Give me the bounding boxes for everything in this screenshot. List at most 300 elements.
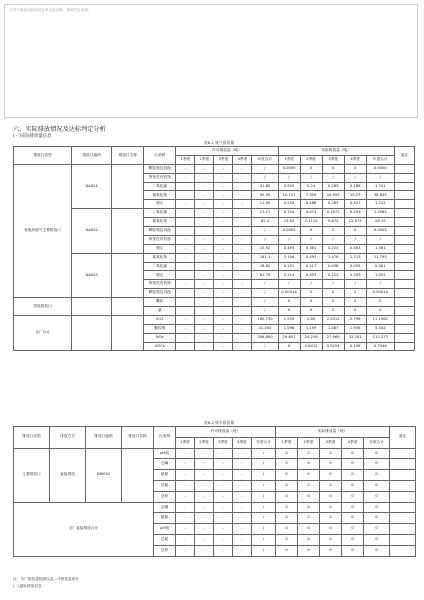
value-cell: 2.106 (278, 253, 300, 262)
value-cell: - (214, 502, 233, 513)
pollutant-cell: 二氧化硫 (144, 209, 176, 218)
remark-cell (394, 182, 414, 191)
value-cell: - (195, 459, 214, 470)
value-cell: 356.800 (252, 333, 278, 342)
pollutant-cell: 氨氮 (154, 470, 176, 481)
value-cell: - (233, 545, 252, 556)
value-cell: 0 (320, 513, 342, 524)
value-cell: 1.939 (278, 315, 300, 324)
th-annual: 年度合计 (252, 155, 278, 164)
remark-cell (394, 164, 414, 173)
value-cell: - (195, 244, 214, 253)
pollutant-cell: 颗粒物及其他 (144, 227, 176, 236)
value-cell: - (214, 491, 233, 502)
value-cell: - (176, 200, 195, 209)
value-cell: / (252, 164, 278, 173)
pollutant-cell: 总磷 (154, 459, 176, 470)
th-outlet-type: 排放口类型 (14, 427, 50, 449)
value-cell: - (214, 235, 233, 244)
value-cell: 0 (298, 513, 320, 524)
pollutant-cell: 烟尘 (144, 271, 176, 280)
value-cell: - (176, 191, 195, 200)
value-cell: - (214, 448, 233, 459)
value-cell: 0.00014 (278, 289, 300, 298)
value-cell: 0 (298, 459, 320, 470)
value-cell: 0 (298, 491, 320, 502)
th-remark: 备注 (390, 427, 416, 449)
remark-cell (390, 524, 416, 535)
value-cell: - (214, 459, 233, 470)
remark-cell (390, 491, 416, 502)
value-cell: - (176, 164, 195, 173)
value-cell: / (252, 342, 278, 351)
value-cell: - (176, 209, 195, 218)
value-cell: - (233, 502, 252, 513)
value-cell: - (195, 200, 214, 209)
value-cell: 0 (364, 513, 390, 524)
value-cell: - (233, 307, 252, 316)
pollutant-cell: 挥发性有机物 (144, 235, 176, 244)
value-cell: / (322, 173, 344, 182)
value-cell: - (176, 182, 195, 191)
value-cell: - (195, 271, 214, 280)
remark-cell (394, 342, 414, 351)
remark-cell (394, 173, 414, 182)
value-cell: 1.487 (322, 324, 344, 333)
value-cell: - (176, 459, 195, 470)
value-cell: 0 (342, 513, 364, 524)
table-row (14, 315, 415, 324)
value-cell: 0 (322, 227, 344, 236)
value-cell: - (195, 227, 214, 236)
value-cell: 0 (342, 459, 364, 470)
th-method: 排放方式 (50, 427, 86, 449)
value-cell: / (366, 235, 394, 244)
remark-cell (394, 262, 414, 271)
value-cell: 0.285 (322, 182, 344, 191)
value-cell: 0.074 (300, 209, 322, 218)
value-cell: 0 (298, 480, 320, 491)
value-cell: 0 (276, 524, 298, 535)
value-cell: 0 (320, 480, 342, 491)
value-cell: 92.50 (252, 191, 278, 200)
value-cell: 0.561 (366, 262, 394, 271)
value-cell: 0.7946 (366, 342, 394, 351)
value-cell: 0.00014 (366, 289, 394, 298)
value-cell: / (278, 235, 300, 244)
value-cell: - (214, 182, 233, 191)
value-cell: 0.463 (344, 244, 366, 253)
value-cell: - (214, 524, 233, 535)
outlet-code-cell: DA002 (72, 209, 112, 253)
th-outlet-code: 排放口编码 (72, 147, 112, 165)
value-cell: 10.555 (322, 191, 344, 200)
value-cell: - (195, 173, 214, 182)
value-cell: 0 (278, 307, 300, 316)
remark-cell (390, 502, 416, 513)
value-cell: / (252, 235, 278, 244)
value-cell: 0 (342, 448, 364, 459)
value-cell: 0.251 (278, 262, 300, 271)
value-cell: 0 (364, 470, 390, 481)
value-cell: 0 (276, 513, 298, 524)
section-subtitle: (一)实际排放量信息 (13, 134, 52, 139)
pollutant-cell: 总锌 (154, 545, 176, 556)
value-cell: 0 (276, 491, 298, 502)
value-cell: - (176, 470, 195, 481)
pollutant-cell: 颗粒 (144, 298, 176, 307)
value-cell: - (214, 191, 233, 200)
value-cell: - (195, 298, 214, 307)
value-cell: - (195, 448, 214, 459)
value-cell: - (195, 235, 214, 244)
value-cell: 0 (342, 502, 364, 513)
value-cell: 0.381 (300, 244, 322, 253)
top-box-note: 公司下载备品原始凭证单记录台账，原始凭证表格。 (9, 8, 92, 12)
pollutant-cell: 氮氧化物 (144, 253, 176, 262)
value-cell: 5.442 (366, 324, 394, 333)
remark-cell (390, 459, 416, 470)
remark-cell (394, 191, 414, 200)
value-cell: 0 (320, 459, 342, 470)
value-cell: - (176, 491, 195, 502)
value-cell: 0 (366, 307, 394, 316)
value-cell: - (214, 298, 233, 307)
value-cell: 11.95 (252, 200, 278, 209)
value-cell: - (176, 271, 195, 280)
value-cell: 0 (300, 164, 322, 173)
value-cell: 0 (298, 448, 320, 459)
value-cell: 0 (320, 534, 342, 545)
value-cell: 0 (342, 545, 364, 556)
value-cell: - (233, 209, 252, 218)
table-row (14, 164, 415, 173)
value-cell: - (214, 333, 233, 342)
outlet-name-cell (112, 298, 144, 316)
value-cell: 0.0000 (278, 164, 300, 173)
th-q1: 1季度 (278, 155, 300, 164)
value-cell: 0.929 (278, 182, 300, 191)
value-cell: 0.0005 (366, 227, 394, 236)
pollutant-cell: NOx (144, 333, 176, 342)
value-cell: 0 (364, 502, 390, 513)
value-cell: 0 (342, 491, 364, 502)
value-cell: 0 (298, 545, 320, 556)
remark-cell (394, 280, 414, 289)
th-outlet-code: 排放口编码 (86, 427, 122, 449)
value-cell: - (214, 271, 233, 280)
value-cell: - (195, 491, 214, 502)
pollutant-cell: 二氧化硫 (144, 182, 176, 191)
table-row (14, 209, 415, 218)
value-cell: - (233, 191, 252, 200)
footnote-2: (二)超标排放信息 (13, 584, 42, 588)
pollutant-cell: pH值 (154, 448, 176, 459)
remark-cell (390, 534, 416, 545)
value-cell: - (176, 545, 195, 556)
th-q2: 2季度 (195, 437, 214, 448)
value-cell: 0 (322, 164, 344, 173)
remark-cell (394, 235, 414, 244)
value-cell: 0.224 (322, 244, 344, 253)
value-cell: / (252, 448, 276, 459)
value-cell: - (195, 342, 214, 351)
value-cell: / (322, 280, 344, 289)
value-cell: 0.493 (278, 244, 300, 253)
value-cell: - (233, 448, 252, 459)
outlet-name-cell (112, 315, 144, 351)
value-cell: - (233, 333, 252, 342)
value-cell: 0 (320, 448, 342, 459)
value-cell: 7.309 (300, 191, 322, 200)
th-q4: 4季度 (233, 155, 252, 164)
value-cell: 20.256 (300, 333, 322, 342)
value-cell: 0 (364, 448, 390, 459)
value-cell: 0.407 (344, 200, 366, 209)
value-cell: 41.85 (252, 182, 278, 191)
value-cell: - (195, 218, 214, 227)
pollutant-cell: 颗粒物及其他 (144, 164, 176, 173)
value-cell: / (344, 280, 366, 289)
value-cell: 0 (364, 545, 390, 556)
value-cell: 0 (322, 307, 344, 316)
value-cell: - (233, 200, 252, 209)
outlet-type-cell: 全厂合计 (14, 315, 72, 351)
value-cell: 0 (342, 524, 364, 535)
value-cell: 0 (342, 534, 364, 545)
outlet-name-cell (122, 448, 154, 502)
value-cell: 0 (320, 545, 342, 556)
value-cell: 0.24 (300, 182, 322, 191)
value-cell: 0 (300, 298, 322, 307)
outlet-type-cell: 有组织废气主要排放口 (14, 164, 72, 297)
remark-cell (394, 218, 414, 227)
value-cell: - (214, 262, 233, 271)
pollutant-cell: 总磷 (154, 502, 176, 513)
value-cell: 0 (344, 298, 366, 307)
value-cell: - (233, 534, 252, 545)
value-cell: 1.561 (366, 244, 394, 253)
value-cell: - (233, 173, 252, 182)
remark-cell (390, 545, 416, 556)
value-cell: 1.052 (366, 271, 394, 280)
value-cell: - (195, 480, 214, 491)
value-cell: 0 (298, 502, 320, 513)
value-cell: - (176, 502, 195, 513)
th-remark: 备注 (394, 147, 414, 165)
value-cell: 0 (344, 164, 366, 173)
value-cell: / (252, 491, 276, 502)
value-cell: 0.122 (322, 271, 344, 280)
value-cell: - (176, 315, 195, 324)
value-cell: - (233, 235, 252, 244)
remark-cell (394, 298, 414, 307)
value-cell: / (366, 173, 394, 182)
value-cell: 0 (276, 480, 298, 491)
value-cell: 2.85 (300, 315, 322, 324)
remark-cell (390, 470, 416, 481)
remark-cell (394, 200, 414, 209)
value-cell: 18.82 (252, 262, 278, 271)
value-cell: - (176, 342, 195, 351)
pollutant-cell: 烟尘 (144, 244, 176, 253)
value-cell: 15.63 (278, 218, 300, 227)
value-cell: - (214, 342, 233, 351)
pollutant-cell: 氮氧化物 (144, 191, 176, 200)
value-cell: 0 (344, 307, 366, 316)
value-cell: - (176, 173, 195, 182)
remark-cell (394, 253, 414, 262)
value-cell: - (233, 298, 252, 307)
pollutant-cell: 氨 (144, 307, 176, 316)
value-cell: - (195, 289, 214, 298)
value-cell: - (195, 182, 214, 191)
value-cell: - (214, 513, 233, 524)
value-cell: - (214, 280, 233, 289)
value-cell: - (233, 480, 252, 491)
value-cell: - (176, 333, 195, 342)
value-cell: - (214, 534, 233, 545)
value-cell: / (252, 289, 278, 298)
th-permitted: 许可排放量（吨） (176, 147, 278, 156)
value-cell: / (344, 173, 366, 182)
value-cell: 0 (320, 470, 342, 481)
value-cell: - (233, 253, 252, 262)
table2-caption: 表6-2 废水排放量 (203, 420, 235, 425)
value-cell: 0 (276, 534, 298, 545)
value-cell: 0.055 (344, 262, 366, 271)
value-cell: 0 (342, 470, 364, 481)
value-cell: 0 (278, 298, 300, 307)
value-cell: - (176, 289, 195, 298)
value-cell: 0 (364, 534, 390, 545)
value-cell: 0 (276, 470, 298, 481)
remark-cell (394, 227, 414, 236)
value-cell: 1.478 (322, 253, 344, 262)
value-cell: 32.201 (344, 333, 366, 342)
th-q3: 3季度 (322, 155, 344, 164)
value-cell: - (214, 545, 233, 556)
remark-cell (394, 209, 414, 218)
section-title: 六、实际排放情况及达标判定分析 (13, 126, 106, 133)
value-cell: - (233, 182, 252, 191)
top-blank-box (4, 4, 418, 118)
plant-total-cell: 全厂直接排放合计 (14, 502, 154, 556)
outlet-code-cell: DA003 (72, 253, 112, 297)
value-cell: - (214, 164, 233, 173)
value-cell: - (233, 271, 252, 280)
value-cell: 0 (366, 298, 394, 307)
th-pollutant: 污染物 (154, 427, 176, 449)
th-annual: 年度合计 (366, 155, 394, 164)
value-cell: 38.845 (366, 191, 394, 200)
value-cell: - (195, 280, 214, 289)
value-cell: 0.203 (344, 271, 366, 280)
footnote-1: 注：全厂排放量按照以及...计排放量统计 (13, 577, 80, 581)
value-cell: - (233, 324, 252, 333)
value-cell: / (252, 280, 278, 289)
value-cell: - (233, 459, 252, 470)
value-cell: 1.936 (344, 324, 366, 333)
remark-cell (394, 307, 414, 316)
value-cell: 0.755 (278, 209, 300, 218)
value-cell: 2.796 (344, 315, 366, 324)
value-cell: 0 (364, 459, 390, 470)
value-cell: - (176, 448, 195, 459)
value-cell: 28.19 (366, 218, 394, 227)
value-cell: 0 (344, 227, 366, 236)
th-outlet-type: 排放口类型 (14, 147, 72, 165)
value-cell: - (176, 262, 195, 271)
value-cell: - (195, 164, 214, 173)
value-cell: 1.2962 (366, 209, 394, 218)
value-cell: 0 (276, 448, 298, 459)
value-cell: 0 (278, 342, 300, 351)
value-cell: - (195, 262, 214, 271)
value-cell: / (252, 459, 276, 470)
value-cell: 10.92 (252, 244, 278, 253)
value-cell: / (252, 298, 278, 307)
value-cell: 27.969 (322, 333, 344, 342)
value-cell: 0.263 (322, 200, 344, 209)
value-cell: 0 (298, 534, 320, 545)
value-cell: 11.795 (366, 253, 394, 262)
value-cell: - (233, 315, 252, 324)
th-q4: 4季度 (342, 437, 364, 448)
th-q3: 3季度 (320, 437, 342, 448)
value-cell: - (176, 480, 195, 491)
value-cell: / (278, 173, 300, 182)
pollutant-cell: 颗粒物 (144, 324, 176, 333)
value-cell: 0.038 (322, 262, 344, 271)
th-q2: 2季度 (300, 155, 322, 164)
pollutant-cell: 总锌 (154, 491, 176, 502)
outlet-name-cell (112, 164, 144, 208)
outlet-code-cell: DW001 (86, 448, 122, 502)
value-cell: / (300, 280, 322, 289)
value-cell: 0 (320, 524, 342, 535)
value-cell: 27.17 (252, 209, 278, 218)
value-cell: - (176, 218, 195, 227)
value-cell: 0.106 (344, 342, 366, 351)
th-q4: 4季度 (233, 437, 252, 448)
value-cell: 0 (300, 227, 322, 236)
value-cell: / (252, 534, 276, 545)
value-cell: - (195, 324, 214, 333)
value-cell: / (252, 524, 276, 535)
th-annual: 年度合计 (364, 437, 390, 448)
value-cell: - (214, 470, 233, 481)
value-cell: 0.1572 (322, 209, 344, 218)
value-cell: - (214, 315, 233, 324)
pollutant-cell: 总氮 (154, 480, 176, 491)
value-cell: - (233, 227, 252, 236)
th-permitted: 许可排放量（吨） (176, 427, 276, 438)
table-row (14, 448, 416, 459)
value-cell: 0 (300, 307, 322, 316)
value-cell: / (344, 235, 366, 244)
value-cell: 1.098 (278, 324, 300, 333)
th-q2: 2季度 (195, 155, 214, 164)
value-cell: - (214, 209, 233, 218)
value-cell: 181.1 (252, 253, 278, 262)
value-cell: / (278, 280, 300, 289)
value-cell: - (214, 218, 233, 227)
value-cell: - (195, 524, 214, 535)
value-cell: 0 (322, 298, 344, 307)
value-cell: - (176, 534, 195, 545)
value-cell: - (195, 470, 214, 481)
